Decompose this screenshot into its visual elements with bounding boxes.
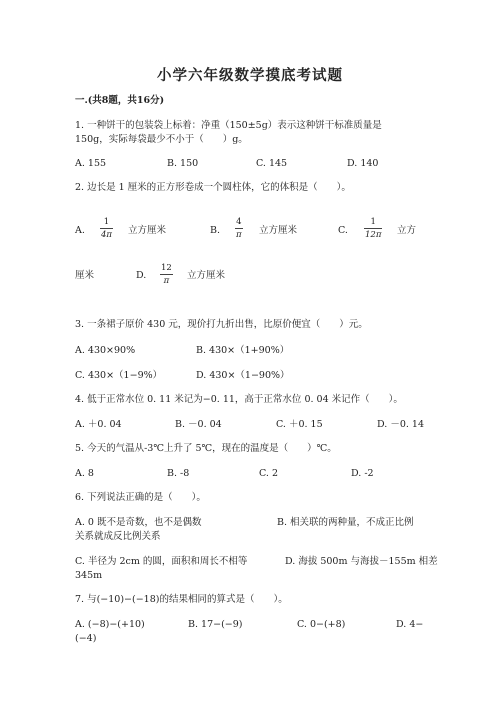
- q7-option-d: D. 4−: [396, 619, 424, 630]
- q7-option-c: C. 0−(+8): [297, 619, 346, 630]
- q2-option-a-letter: A.: [75, 225, 85, 236]
- q3-stem: 3. 一条裙子原价 430 元，现价打九折出售，比原价便宜（ ）元。: [75, 319, 368, 330]
- section-heading: 一.(共8题，共16分): [75, 95, 165, 106]
- q2-option-c-unit: 立方: [397, 225, 417, 236]
- q2-option-c-numerator: 1: [370, 217, 376, 227]
- q2-option-d-unit: 立方厘米: [187, 270, 226, 281]
- q2-option-b-letter: B.: [210, 225, 221, 236]
- q2-option-a-numerator: 1: [103, 217, 110, 227]
- q7-stem: 7. 与(−10)−(−18)的结果相同的算式是（ ）。: [75, 594, 288, 605]
- q2-option-c-unit-wrap: 厘米: [75, 270, 95, 281]
- q5-option-c: C. 2: [259, 468, 279, 479]
- q2-option-a-unit: 立方厘米: [128, 225, 167, 236]
- q2-option-d-denominator: π: [163, 276, 170, 286]
- q4-option-a: A. ＋0. 04: [75, 419, 122, 430]
- q2-option-a-fraction: [100, 217, 113, 240]
- q7-option-a: A. (−8)−(+10): [75, 619, 145, 630]
- page-title: 小学六年级数学摸底考试题: [157, 67, 343, 84]
- q1-stem-line1: 1. 一种饼干的包装袋上标着：净重（150±5g）表示这种饼干标准质量是: [75, 120, 382, 131]
- q5-option-a: A. 8: [75, 468, 94, 479]
- q4-stem: 4. 低于正常水位 0. 11 米记为−0. 11，高于正常水位 0. 04 米记作（ ）。: [75, 394, 403, 405]
- q6-option-a-line2: 关系就成反比例关系: [75, 531, 161, 542]
- q2-option-d-fraction: [160, 263, 173, 286]
- q4-option-b: B. －0. 04: [175, 419, 222, 430]
- q2-option-b-unit: 立方厘米: [259, 225, 298, 236]
- q1-stem-line2: 150g，实际每袋最少不小于（ ）g。: [75, 134, 248, 145]
- q2-option-a-denominator: 4π: [101, 230, 112, 240]
- q1-option-b: B. 150: [167, 158, 199, 169]
- q3-option-a: A. 430×90%: [75, 345, 136, 356]
- q5-option-b: B. -8: [167, 468, 190, 479]
- q2-option-c-letter: C.: [338, 225, 348, 236]
- q1-option-a: A. 155: [75, 158, 107, 169]
- q2-option-c-denominator: 12π: [365, 230, 382, 240]
- q6-option-a-line1: A. 0 既不是奇数，也不是偶数: [75, 517, 202, 528]
- q2-option-b-numerator: 4: [236, 217, 242, 227]
- q6-option-c-line1: C. 半径为 2cm 的圆，面积和周长不相等: [75, 556, 248, 567]
- q5-option-d: D. -2: [351, 468, 374, 479]
- q3-option-b: B. 430×（1+90%）: [196, 345, 290, 356]
- q2-option-c-fraction: [364, 217, 382, 240]
- q3-option-d: D. 430×（1−90%）: [196, 370, 290, 381]
- q4-option-d: D. －0. 14: [377, 419, 424, 430]
- q7-option-b: B. 17−(−9): [188, 619, 243, 630]
- q1-option-c: C. 145: [256, 158, 288, 169]
- q3-option-c: C. 430×（1−9%）: [75, 370, 163, 381]
- q2-option-d-letter: D.: [136, 270, 147, 281]
- q2-option-b-denominator: π: [236, 230, 242, 240]
- q4-option-c: C. ＋0. 15: [276, 419, 323, 430]
- q6-option-b: B. 相关联的两种量，不成正比例: [277, 517, 414, 528]
- q5-stem: 5. 今天的气温从-3℃上升了 5℃，现在的温度是（ ）℃。: [75, 443, 337, 454]
- q2-stem: 2. 边长是 1 厘米的正方形卷成一个圆柱体，它的体积是（ ）。: [75, 182, 351, 193]
- q7-option-d-wrap: (−4): [75, 633, 97, 644]
- q6-option-d: D. 海拔 500m 与海拔－155m 相差: [285, 556, 438, 567]
- q2-option-d-numerator: 12: [161, 263, 172, 273]
- q2-option-b-fraction: [235, 217, 243, 240]
- q1-option-d: D. 140: [347, 158, 379, 169]
- q6-stem: 6. 下列说法正确的是（ ）。: [75, 492, 206, 503]
- q6-option-c-line2: 345m: [75, 570, 103, 581]
